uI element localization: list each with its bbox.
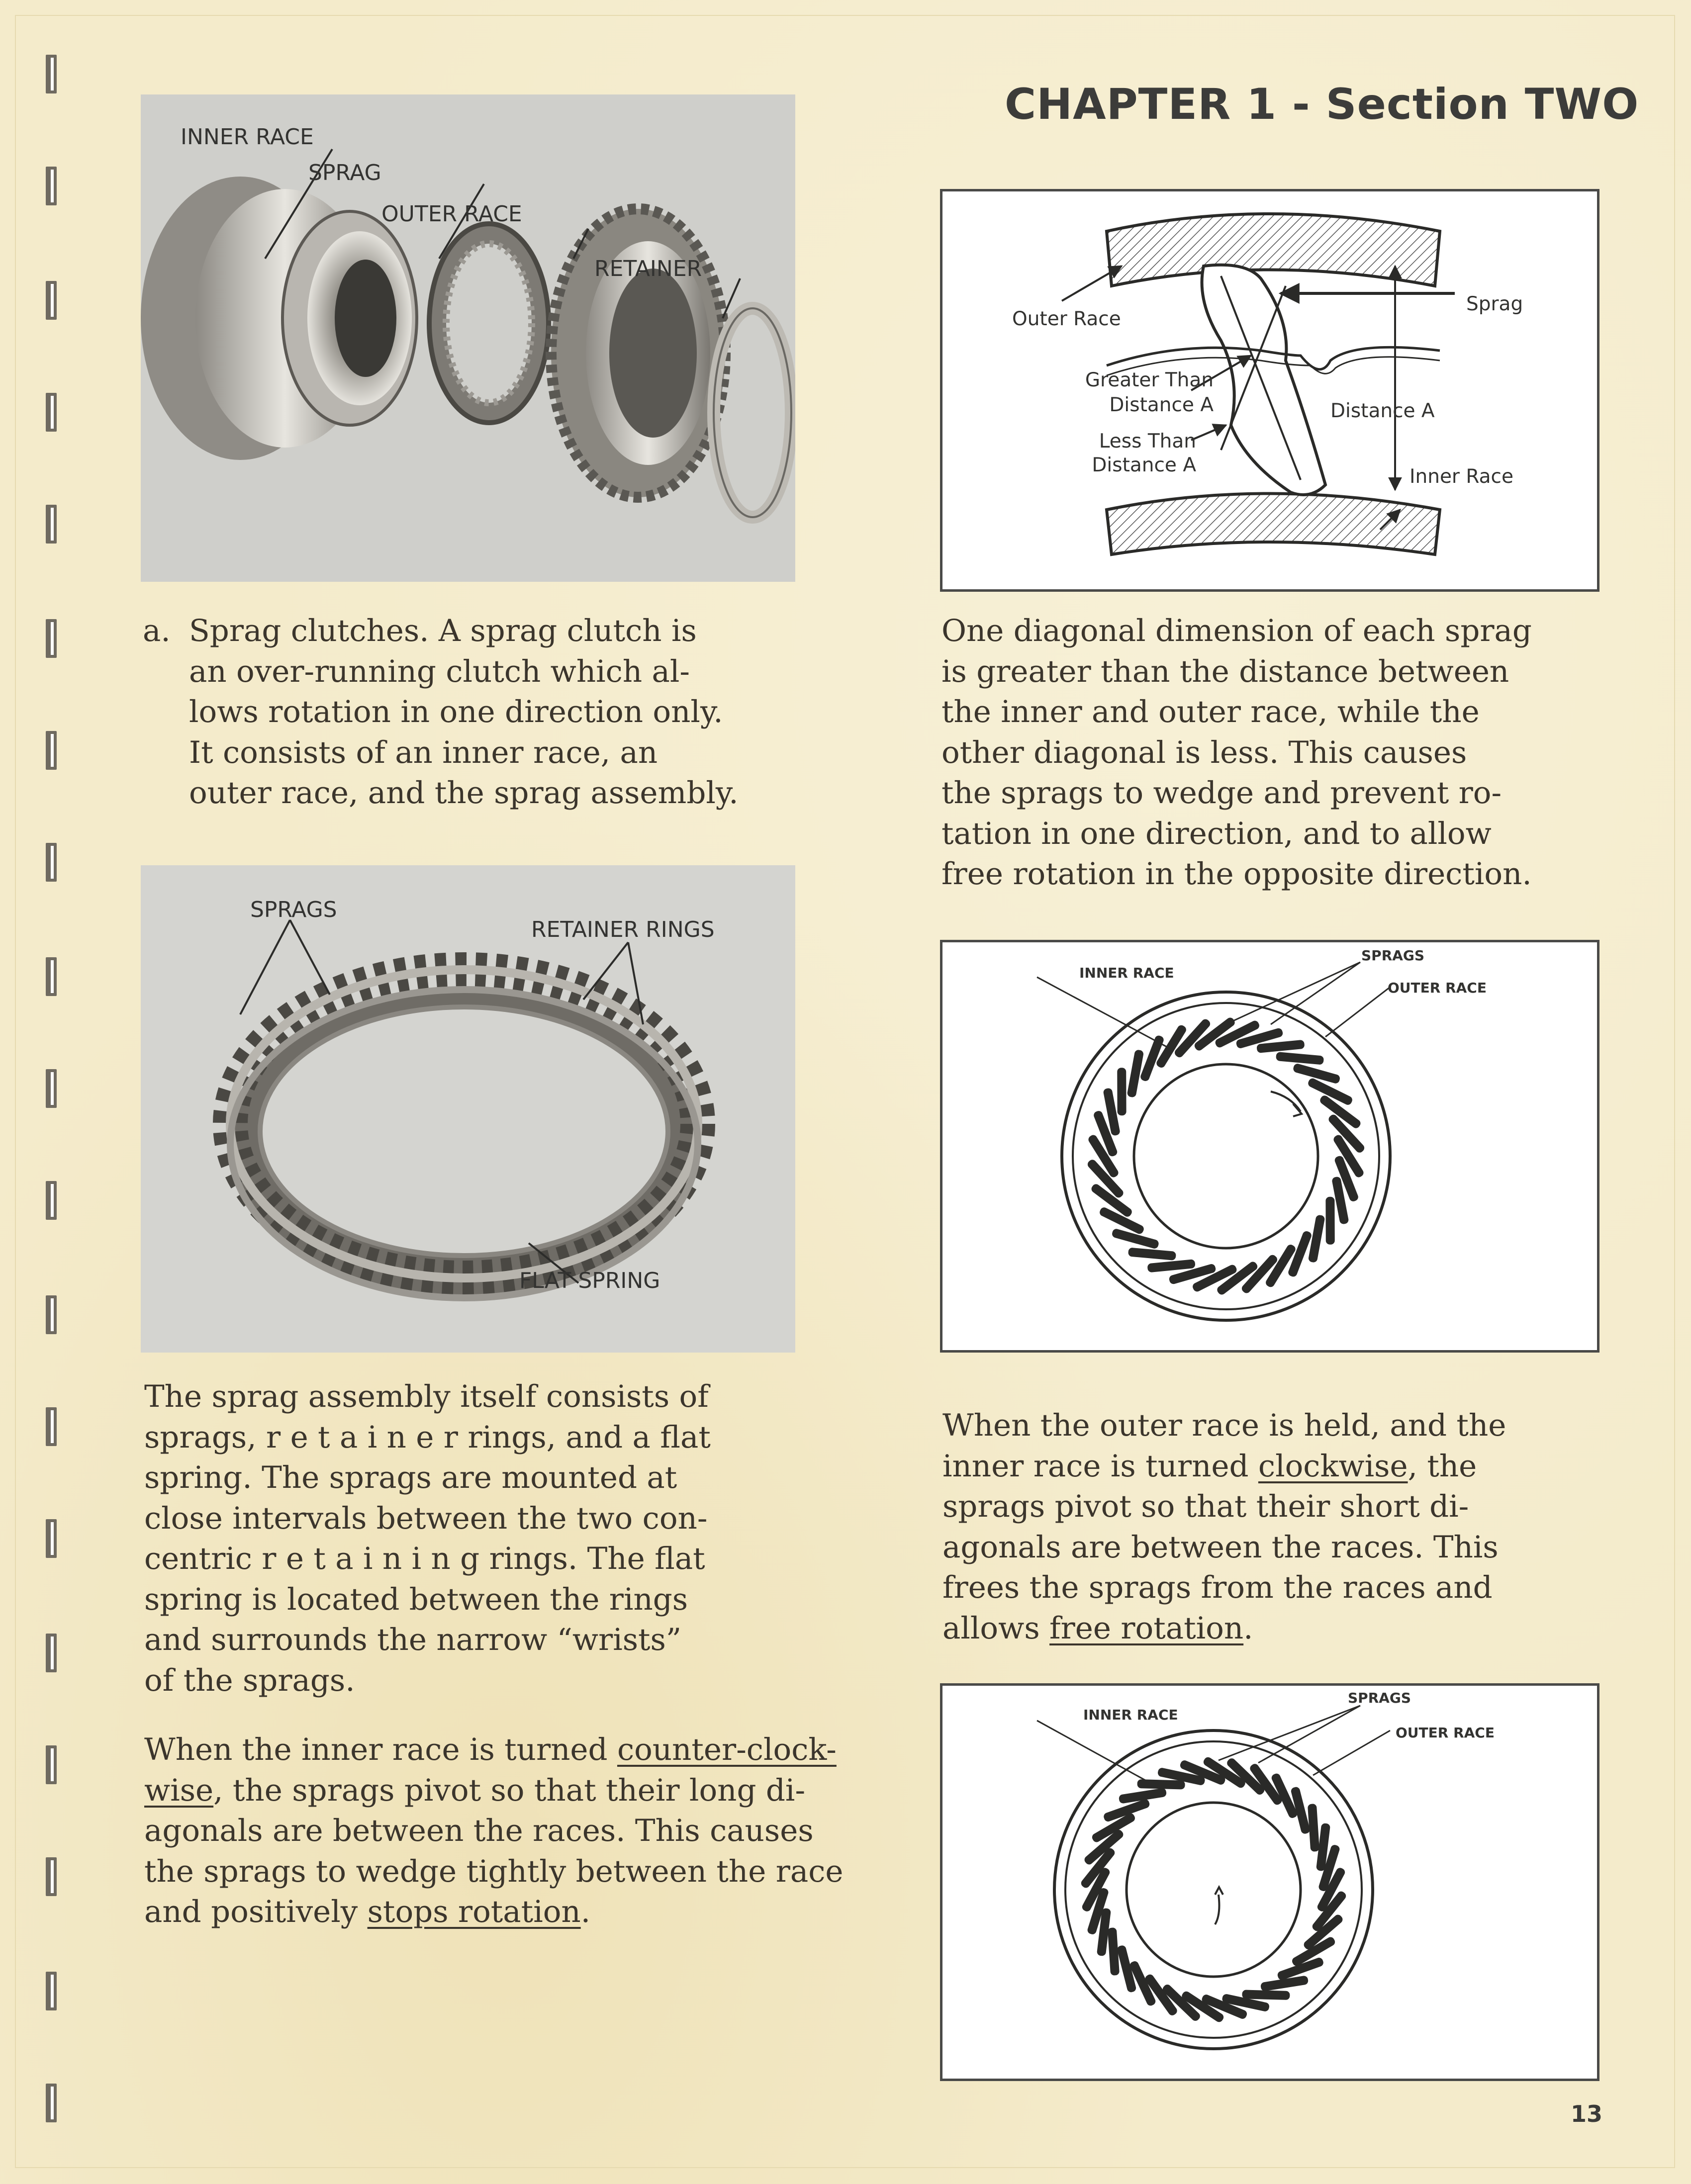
outer-race-inner-edge	[1065, 1741, 1362, 2038]
ring1-label-outer-race: OUTER RACE	[1388, 980, 1487, 996]
binder-hole	[46, 2084, 57, 2122]
text-line	[942, 1608, 1597, 1649]
text-line: centric r e t a i n i n g rings. The flat	[144, 1541, 705, 1576]
sprag-mark	[1108, 1927, 1120, 1976]
binder-hole	[46, 1519, 57, 1558]
binder-hole	[46, 393, 57, 432]
binder-hole	[46, 1634, 57, 1672]
label-distance-a: Distance A	[1330, 400, 1435, 422]
leader-line	[1271, 962, 1360, 1024]
text-line: Sprag clutches. A sprag clutch is	[189, 613, 697, 648]
sprag-mark	[1127, 1049, 1144, 1098]
text-line: It consists of an inner race, an	[189, 734, 658, 770]
binder-hole	[46, 1181, 57, 1220]
inner-race-circle	[1127, 1803, 1301, 1977]
binder-hole	[46, 1407, 57, 1446]
label-flat-spring: FLAT SPRING	[519, 1268, 660, 1293]
sprag-mark	[1325, 1197, 1334, 1245]
para-counter-clockwise	[144, 1729, 920, 1932]
text-line: an over-running clutch which al-	[189, 653, 690, 689]
leader-line	[1231, 962, 1360, 1022]
label-greater-than-2: Distance A	[1109, 394, 1214, 416]
binder-hole	[46, 1295, 57, 1334]
inner-race-circle	[1134, 1064, 1318, 1248]
text-line: free rotation in the opposite direction.	[941, 856, 1532, 892]
label-inner-race: INNER RACE	[181, 124, 314, 150]
text-line: and surrounds the narrow “wrists”	[144, 1622, 682, 1657]
ring-diagram-1	[940, 940, 1599, 1353]
sprag-mark	[1242, 1990, 1290, 2000]
label-less-than-2: Distance A	[1092, 454, 1196, 476]
binder-hole	[46, 281, 57, 320]
label-greater-than-1: Greater Than	[1085, 369, 1214, 391]
leader-line	[1037, 977, 1171, 1049]
text-span: , the sprags pivot so that their long di-	[213, 1772, 806, 1808]
rotation-arrow	[1215, 1887, 1223, 1924]
text-line: agonals are between the races. This causes	[144, 1813, 814, 1848]
underlined-term: wise	[144, 1772, 214, 1808]
para-outer-race-held	[942, 1405, 1597, 1648]
binder-hole	[46, 957, 57, 996]
outer-race-inner-edge	[1073, 1003, 1379, 1309]
text-line: is greater than the distance between	[941, 653, 1509, 689]
sprag-mark	[1308, 1804, 1319, 1852]
text-line: close intervals between the two con-	[144, 1500, 708, 1536]
text-line: spring. The sprags are mounted at	[144, 1460, 677, 1495]
text-line	[144, 1892, 920, 1932]
leader-line	[1258, 1706, 1360, 1763]
label-sprags: SPRAGS	[250, 897, 337, 922]
sprag-clutch-illustration	[141, 94, 795, 582]
text-line: of the sprags.	[144, 1662, 355, 1698]
ring-diagram-1-svg	[942, 942, 1597, 1350]
text-span: When the inner race is turned	[144, 1732, 617, 1767]
sprag-mark	[1308, 1214, 1325, 1263]
text-line: One diagonal dimension of each sprag	[941, 613, 1532, 648]
underlined-term: clockwise	[1258, 1448, 1408, 1484]
text-line: the inner and outer race, while the	[941, 694, 1480, 729]
page-title: CHAPTER 1 - Section TWO	[1005, 80, 1639, 129]
label-less-than-1: Less Than	[1099, 430, 1196, 453]
binder-hole	[46, 55, 57, 93]
binder-hole	[46, 843, 57, 882]
ring2-label-outer-race: OUTER RACE	[1396, 1725, 1495, 1741]
binder-hole	[46, 1857, 57, 1896]
sprag-clutch-photo	[141, 94, 795, 582]
text-span: allows	[942, 1610, 1050, 1646]
page-number: 13	[1571, 2100, 1603, 2127]
binder-hole	[46, 1972, 57, 2010]
text-line	[942, 1446, 1597, 1487]
rotation-arrow	[1271, 1092, 1302, 1116]
leader-line	[1313, 1730, 1390, 1775]
text-line: lows rotation in one direction only.	[189, 694, 723, 729]
binder-hole	[46, 505, 57, 544]
sprag-mark	[1117, 1068, 1126, 1115]
ring1-label-sprags: SPRAGS	[1361, 947, 1425, 964]
underlined-term: stops rotation	[367, 1894, 581, 1929]
leader-line	[1037, 1721, 1159, 1788]
text-line	[144, 1729, 920, 1770]
label-inner-race-diagram: Inner Race	[1409, 465, 1513, 488]
ring2-label-sprags: SPRAGS	[1348, 1690, 1411, 1706]
sprag-wedge-diagram	[940, 189, 1599, 592]
text-line: sprags pivot so that their short di-	[942, 1489, 1469, 1524]
text-line: agonals are between the races. This	[942, 1529, 1499, 1565]
text-line	[144, 1770, 920, 1811]
text-line: sprags, r e t a i n e r rings, and a flat	[144, 1419, 711, 1455]
binder-hole	[46, 167, 57, 205]
text-span: inner race is turned	[942, 1448, 1258, 1484]
para-sprag-assembly	[144, 1376, 795, 1701]
para-sprag-clutches	[189, 611, 795, 814]
text-span: .	[580, 1894, 591, 1929]
ring-diagram-2-svg	[942, 1686, 1597, 2079]
sprag-mark	[1137, 1779, 1185, 1790]
label-sprag-diagram: Sprag	[1466, 293, 1523, 315]
text-span: .	[1243, 1610, 1253, 1646]
leader-line	[1325, 987, 1390, 1037]
label-retainer-rings: RETAINER RINGS	[531, 917, 715, 942]
text-line: tation in one direction, and to allow	[941, 816, 1492, 851]
text-line: the sprags to wedge and prevent ro-	[941, 775, 1502, 811]
sprag-mark	[1276, 1052, 1324, 1065]
label-sprag: SPRAG	[308, 160, 381, 185]
text-line: The sprag assembly itself consists of	[144, 1379, 709, 1414]
binder-hole	[46, 619, 57, 658]
text-line: When the outer race is held, and the	[942, 1408, 1506, 1443]
text-line: spring is located between the rings	[144, 1581, 688, 1617]
underlined-term: counter-clock-	[617, 1732, 837, 1767]
sprag-mark	[1128, 1248, 1176, 1261]
underlined-term: free rotation	[1049, 1610, 1244, 1646]
text-line: frees the sprags from the races and	[942, 1570, 1493, 1605]
label-outer-race: OUTER RACE	[381, 201, 522, 227]
text-span: and positively	[144, 1894, 368, 1929]
text-line: other diagonal is less. This causes	[941, 734, 1467, 770]
binder-hole	[46, 1745, 57, 1784]
label-outer-race-diagram: Outer Race	[1012, 308, 1121, 330]
para-diagonal	[941, 611, 1597, 895]
sprag-wedge-svg	[942, 191, 1597, 589]
para-a-marker: a.	[143, 613, 171, 648]
ring-diagram-2	[940, 1683, 1599, 2081]
text-span: , the	[1408, 1448, 1477, 1484]
binder-hole	[46, 1069, 57, 1108]
ring2-label-inner-race: INNER RACE	[1083, 1707, 1178, 1723]
ring1-label-inner-race: INNER RACE	[1079, 965, 1174, 981]
text-line: outer race, and the sprag assembly.	[189, 775, 739, 811]
text-line: the sprags to wedge tightly between the race	[144, 1853, 844, 1889]
label-retainer: RETAINER	[594, 256, 702, 281]
binder-hole	[46, 731, 57, 770]
